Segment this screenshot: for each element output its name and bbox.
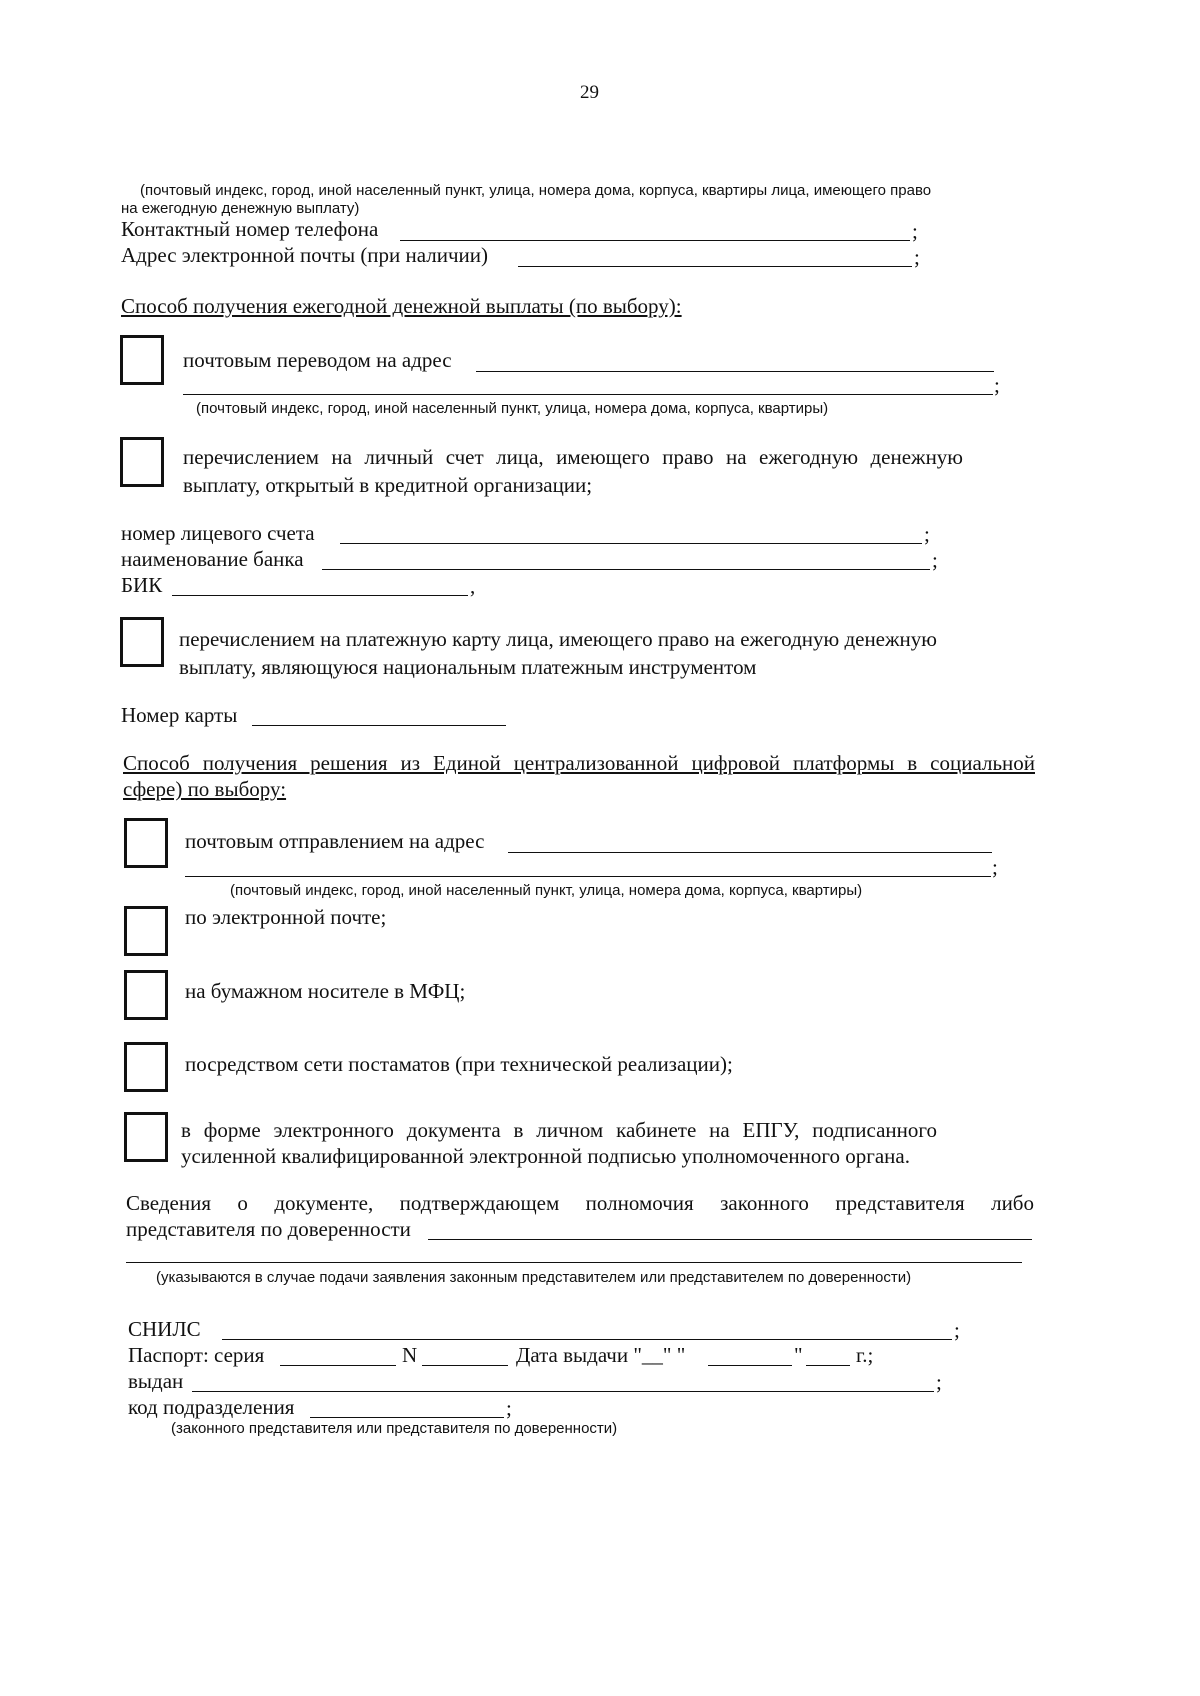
decision-method-heading-line1: Способ получения решения из Единой централизованной цифровой платформы в социальной bbox=[123, 751, 1035, 775]
representative-document-field-2[interactable] bbox=[126, 1262, 1022, 1263]
snils-field[interactable] bbox=[222, 1339, 952, 1340]
payment-postal-address-field-2[interactable] bbox=[183, 394, 993, 395]
decision-postal-address-field[interactable] bbox=[508, 852, 992, 853]
passport-number-field[interactable] bbox=[422, 1365, 508, 1366]
decision-postal-semicolon: ; bbox=[992, 855, 998, 879]
issued-by-field[interactable] bbox=[192, 1391, 934, 1392]
payment-postal-label: почтовым переводом на адрес bbox=[183, 348, 452, 372]
decision-email-checkbox[interactable] bbox=[124, 906, 168, 956]
payment-postal-hint: (почтовый индекс, город, иной населенный пункт, улица, номера дома, корпуса, квартиры) bbox=[196, 400, 829, 417]
card-number-label: Номер карты bbox=[121, 703, 238, 727]
decision-postamat-checkbox[interactable] bbox=[124, 1042, 168, 1092]
passport-series-field[interactable] bbox=[280, 1365, 396, 1366]
decision-postamat-label: посредством сети постаматов (при технической реализации); bbox=[185, 1052, 733, 1076]
account-number-field[interactable] bbox=[340, 543, 922, 544]
decision-epgu-checkbox[interactable] bbox=[124, 1112, 168, 1162]
representative-document-field[interactable] bbox=[428, 1239, 1032, 1240]
snils-label: СНИЛС bbox=[128, 1317, 201, 1341]
payment-postal-checkbox[interactable] bbox=[120, 335, 164, 385]
decision-method-heading-line2: сфере) по выбору: bbox=[123, 777, 287, 801]
bank-name-label: наименование банка bbox=[121, 547, 304, 571]
bank-name-semicolon: ; bbox=[932, 548, 938, 572]
decision-paper-checkbox[interactable] bbox=[124, 970, 168, 1020]
phone-semicolon: ; bbox=[912, 219, 918, 243]
phone-label: Контактный номер телефона bbox=[121, 217, 379, 241]
representative-info-line1: Сведения о документе, подтверждающем полномочия законного представителя либо bbox=[126, 1191, 1034, 1215]
passport-label: Паспорт: серия bbox=[128, 1343, 265, 1367]
bik-field[interactable] bbox=[172, 595, 468, 596]
bik-comma: , bbox=[470, 574, 476, 598]
issue-year-field[interactable] bbox=[806, 1365, 850, 1366]
decision-postal-checkbox[interactable] bbox=[124, 818, 168, 868]
issue-month-quote: " bbox=[794, 1343, 803, 1367]
email-label: Адрес электронной почты (при наличии) bbox=[121, 243, 489, 267]
payment-card-line2: выплату, являющуюся национальным платежным инструментом bbox=[179, 655, 757, 679]
payment-account-checkbox[interactable] bbox=[120, 437, 164, 487]
decision-paper-label: на бумажном носителе в МФЦ; bbox=[185, 979, 466, 1003]
email-field[interactable] bbox=[518, 266, 912, 267]
bik-label: БИК bbox=[121, 573, 163, 597]
representative-info-line2: представителя по доверенности bbox=[126, 1217, 411, 1241]
issue-year-suffix: г.; bbox=[856, 1343, 874, 1367]
account-number-label: номер лицевого счета bbox=[121, 521, 315, 545]
page-number: 29 bbox=[580, 82, 599, 103]
passport-number-label: N bbox=[402, 1343, 418, 1367]
representative-info-hint: (указываются в случае подачи заявления законным представителем или представителем по доверенности) bbox=[156, 1269, 912, 1286]
decision-epgu-line2: усиленной квалифицированной электронной подписью уполномоченного органа. bbox=[181, 1144, 910, 1168]
decision-postal-hint: (почтовый индекс, город, иной населенный пункт, улица, номера дома, корпуса, квартиры) bbox=[230, 882, 863, 899]
address-hint-line1: (почтовый индекс, город, иной населенный пункт, улица, номера дома, корпуса, квартиры лица, имеющего право bbox=[140, 182, 932, 199]
payment-card-checkbox[interactable] bbox=[120, 617, 164, 667]
address-hint-line2: на ежегодную денежную выплату) bbox=[121, 200, 360, 217]
email-semicolon: ; bbox=[914, 245, 920, 269]
division-code-field[interactable] bbox=[310, 1417, 504, 1418]
bank-name-field[interactable] bbox=[322, 569, 930, 570]
payment-postal-address-field[interactable] bbox=[476, 371, 994, 372]
issued-by-semicolon: ; bbox=[936, 1370, 942, 1394]
phone-field[interactable] bbox=[400, 240, 910, 241]
account-number-semicolon: ; bbox=[924, 522, 930, 546]
payment-account-line1: перечислением на личный счет лица, имеющего право на ежегодную денежную bbox=[183, 445, 963, 469]
payment-card-line1: перечислением на платежную карту лица, имеющего право на ежегодную денежную bbox=[179, 627, 937, 651]
decision-email-label: по электронной почте; bbox=[185, 905, 387, 929]
division-code-hint: (законного представителя или представителя по доверенности) bbox=[171, 1420, 618, 1437]
issue-month-field[interactable] bbox=[708, 1365, 792, 1366]
payment-postal-semicolon: ; bbox=[994, 373, 1000, 397]
payment-account-line2: выплату, открытый в кредитной организации; bbox=[183, 473, 593, 497]
card-number-field[interactable] bbox=[252, 725, 506, 726]
snils-semicolon: ; bbox=[954, 1318, 960, 1342]
decision-postal-address-field-2[interactable] bbox=[185, 876, 991, 877]
issued-by-label: выдан bbox=[128, 1369, 184, 1393]
decision-postal-label: почтовым отправлением на адрес bbox=[185, 829, 485, 853]
decision-epgu-line1: в форме электронного документа в личном кабинете на ЕПГУ, подписанного bbox=[181, 1118, 937, 1142]
division-code-semicolon: ; bbox=[506, 1396, 512, 1420]
payment-method-heading: Способ получения ежегодной денежной выплаты (по выбору): bbox=[121, 294, 682, 318]
division-code-label: код подразделения bbox=[128, 1395, 295, 1419]
issue-date-label: Дата выдачи "__" " bbox=[516, 1343, 686, 1367]
